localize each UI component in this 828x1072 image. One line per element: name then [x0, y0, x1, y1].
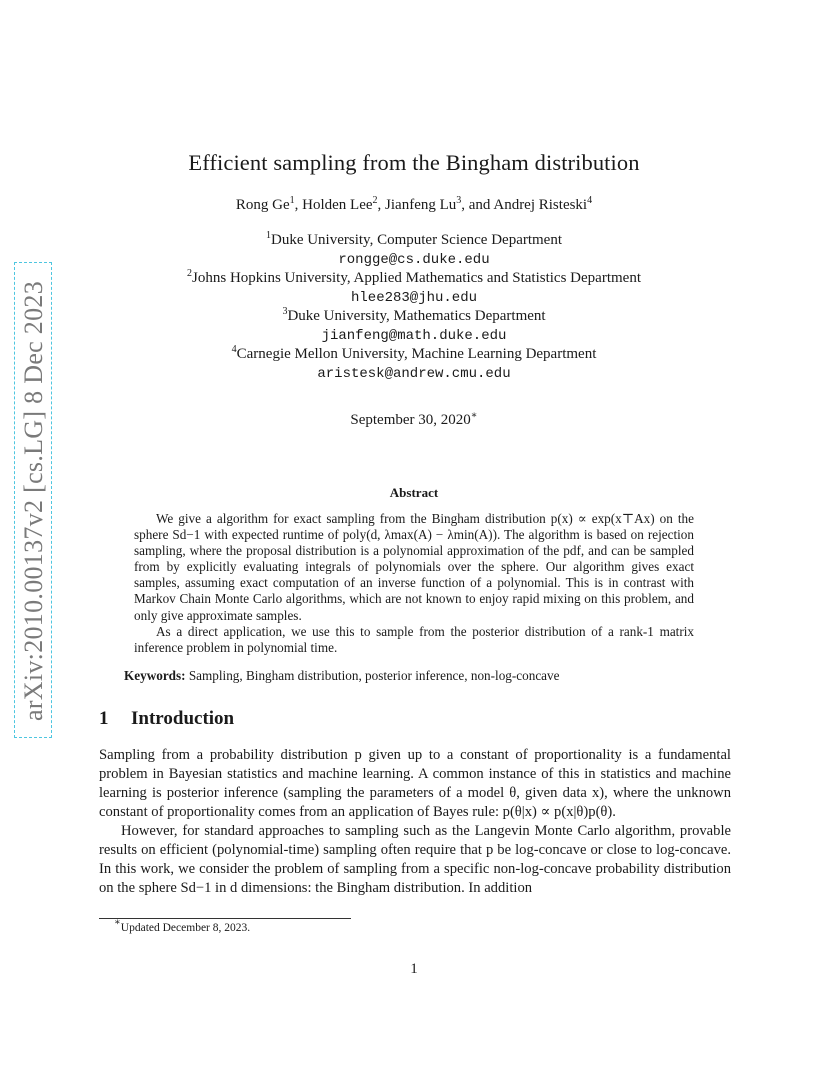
affiliation	[0, 270, 828, 287]
abstract-body	[134, 511, 694, 656]
author-separator: ,	[377, 197, 386, 213]
abstract-heading: Abstract	[389, 485, 439, 500]
affiliation	[0, 346, 828, 363]
body-paragraph: However, for standard approaches to sampling such as the Langevin Monte Carlo algorithm, provable results on efficient (polynomial-time) sampling often require that p be log-concave or close to log-concave. In this work, we consider the problem of sampling from a specific non-log-concave probability distribution on the sphere Sd−1 in d dimensions: the Bingham distribution. In addition	[99, 823, 731, 896]
affiliation-mark: 4	[231, 344, 237, 355]
affiliation-mark: 3	[282, 306, 288, 317]
affiliation-name: Carnegie Mellon University, Machine Learning Department	[236, 346, 597, 362]
author: Holden Lee	[302, 197, 373, 213]
section-number: 1	[99, 708, 109, 729]
date-footnote-mark: ∗	[470, 410, 478, 421]
intro-body	[99, 746, 731, 898]
author-email[interactable]: jianfeng@math.duke.edu	[321, 328, 507, 344]
author-separator: ,	[294, 197, 303, 213]
author: Andrej Risteski	[493, 197, 588, 213]
keywords-list: Sampling, Bingham distribution, posterior inference, non-log-concave	[188, 668, 560, 683]
affiliation-name: Duke University, Mathematics Department	[287, 308, 546, 324]
abstract-paragraph: As a direct application, we use this to sample from the posterior distribution of a rank-1 matrix inference problem in polynomial time.	[134, 623, 694, 655]
footnote-text: Updated December 8, 2023.	[120, 922, 251, 934]
footnote-rule	[99, 918, 351, 919]
author-separator: , and	[461, 197, 494, 213]
author-email[interactable]: hlee283@jhu.edu	[350, 290, 478, 306]
paper-date	[0, 412, 828, 429]
author-email[interactable]: rongge@cs.duke.edu	[338, 252, 490, 268]
keywords-label: Keywords:	[124, 668, 186, 683]
author-list	[0, 197, 828, 214]
paper-title: Efficient sampling from the Bingham distribution	[188, 150, 640, 175]
affiliation-mark: 1	[265, 230, 271, 241]
author: Jianfeng Lu	[385, 197, 457, 213]
author-email[interactable]: aristesk@andrew.cmu.edu	[317, 366, 511, 382]
affiliation	[0, 308, 828, 325]
footnote-mark: ∗	[114, 917, 121, 928]
author-mark: 2	[372, 195, 378, 206]
author-mark: 1	[289, 195, 295, 206]
affiliation-name: Johns Hopkins University, Applied Mathematics and Statistics Department	[192, 270, 641, 286]
footnote	[114, 917, 251, 934]
arxiv-stamp-text: arXiv:2010.00137v2 [cs.LG] 8 Dec 2023	[19, 281, 48, 722]
section-heading	[99, 708, 234, 730]
keywords	[124, 668, 559, 684]
abstract-paragraph: We give a algorithm for exact sampling from the Bingham distribution p(x) ∝ exp(x⊤Ax) on the sphere Sd−1 with expected runtime of poly(d, λmax(A) − λmin(A)). The algorithm is based on rejection sampling, where the proposal distribution is a polynomial approximation of the pdf, and can be sampled from by explicitly evaluating integrals of polynomials over the sphere. Our algorithm gives exact samples, assuming exact computation of an inverse function of a polynomial. This is in contrast with Markov Chain Monte Carlo algorithms, which are not known to enjoy rapid mixing on this problem, and only give approximate samples.	[134, 511, 694, 623]
date-text: September 30, 2020	[350, 412, 471, 428]
page-number: 1	[410, 961, 418, 977]
author: Rong Ge	[235, 197, 290, 213]
section-title: Introduction	[131, 708, 235, 729]
affiliation	[0, 232, 828, 249]
affiliation-mark: 2	[187, 268, 193, 279]
body-paragraph: Sampling from a probability distribution p given up to a constant of proportionality is a fundamental problem in Bayesian statistics and machine learning. A common instance of this in statistics and machine learning is posterior inference (sampling the parameters of a model θ, given data x), where the unknown constant of proportionality comes from an application of Bayes rule: p(θ|x) ∝ p(x|θ)p(θ).	[99, 747, 731, 820]
author-mark: 3	[456, 195, 462, 206]
affiliation-name: Duke University, Computer Science Department	[270, 232, 563, 248]
author-mark: 4	[587, 195, 593, 206]
